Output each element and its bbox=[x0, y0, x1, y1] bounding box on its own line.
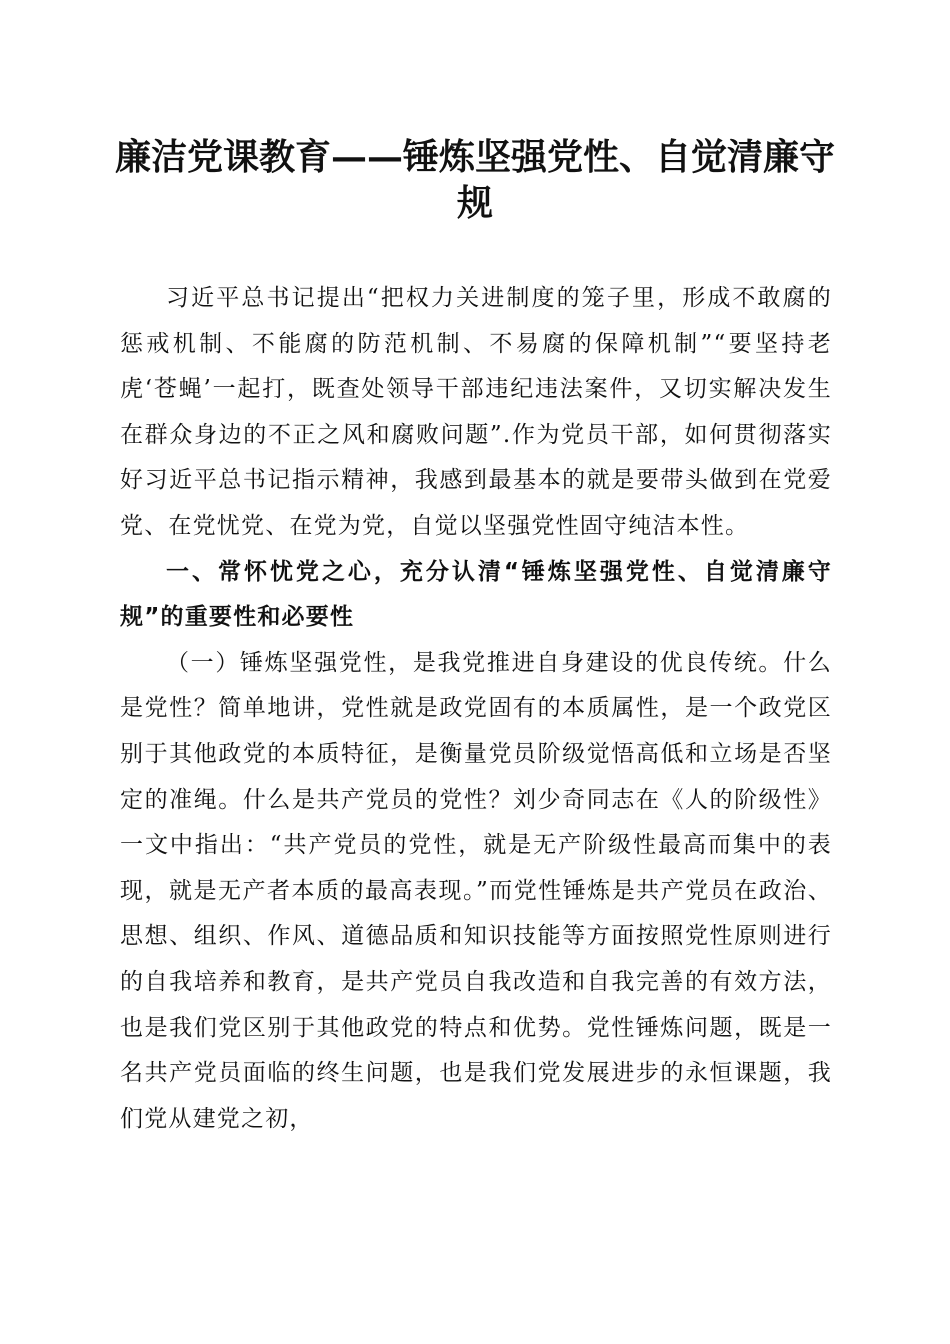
document-title: 廉洁党课教育——锤炼坚强党性、自觉清廉守规 bbox=[114, 136, 835, 224]
section-heading-1: 一、常怀忧党之心，充分认清“锤炼坚强党性、自觉清廉守规”的重要性和必要性 bbox=[120, 558, 832, 631]
subsection-paragraph-1: （一）锤炼坚强党性，是我党推进自身建设的优良传统。什么是党性？简单地讲，党性就是政党固有的本质属性，是一个政党区别于其他政党的本质特征，是衡量党员阶级觉悟高低和立场是否坚定的准绳。什么是共产党员的党性？刘少奇同志在《人的阶级性》一文中指出：“共产党员的党性，就是无产阶级性最高而集中的表现，就是无产者本质的最高表现。”而党性锤炼是共产党员在政治、思想、组织、作风、道德品质和知识技能等方面按照党性原则进行的自我培养和教育，是共产党员自我改造和自我完善的有效方法，也是我们党区别于其他政党的特点和优势。党性锤炼问题，既是一名共产党员面临的终生问题，也是我们党发展进步的永恒课题，我们党从建党之初， bbox=[120, 649, 832, 1132]
intro-paragraph: 习近平总书记提出“把权力关进制度的笼子里，形成不敢腐的惩戒机制、不能腐的防范机制、不易腐的保障机制”“要坚持老虎‘苍蝇’一起打，既查处领导干部违纪违法案件，又切实解决发生在群众身边的不正之风和腐败问题”.作为党员干部，如何贯彻落实好习近平总书记指示精神，我感到最基本的就是要带头做到在党爱党、在党忧党、在党为党，自觉以坚强党性固守纯洁本性。 bbox=[120, 285, 832, 539]
document-body bbox=[120, 276, 832, 1142]
